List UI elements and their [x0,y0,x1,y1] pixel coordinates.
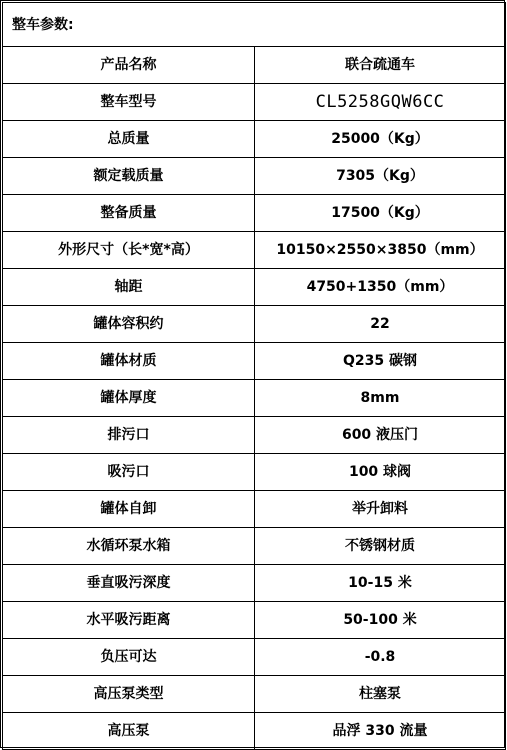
table-row [3,676,506,713]
spec-label: 罐体材质 [3,343,255,380]
table-row [3,232,506,269]
table-row [3,528,506,565]
table-row [3,602,506,639]
spec-label: 高压泵 [3,713,255,750]
table-row [3,639,506,676]
spec-value: 10-15 米 [255,565,506,602]
spec-label: 整备质量 [3,195,255,232]
spec-label: 罐体自卸 [3,491,255,528]
table-row [3,195,506,232]
spec-label: 总质量 [3,121,255,158]
spec-value: 4750+1350（mm） [255,269,506,306]
spec-value: 联合疏通车 [255,47,506,84]
table-row [3,158,506,195]
spec-value: 品浮 330 流量 [255,713,506,750]
spec-value: 50-100 米 [255,602,506,639]
spec-label: 额定载质量 [3,158,255,195]
spec-value: 25000（Kg） [255,121,506,158]
table-row [3,454,506,491]
table-row [3,269,506,306]
spec-value: 10150×2550×3850（mm） [255,232,506,269]
spec-value: 不锈钢材质 [255,528,506,565]
table-row [3,343,506,380]
table-row [3,713,506,750]
spec-value: 7305（Kg） [255,158,506,195]
spec-label: 负压可达 [3,639,255,676]
spec-value: 举升卸料 [255,491,506,528]
spec-value: 柱塞泵 [255,676,506,713]
spec-label: 排污口 [3,417,255,454]
spec-value: -0.8 [255,639,506,676]
spec-label: 罐体厚度 [3,380,255,417]
spec-value: 8mm [255,380,506,417]
table-title: 整车参数: [3,3,506,47]
spec-label: 垂直吸污深度 [3,565,255,602]
table-row [3,491,506,528]
table-row [3,121,506,158]
spec-label: 整车型号 [3,84,255,121]
table-row [3,565,506,602]
table-row [3,380,506,417]
spec-value: 100 球阀 [255,454,506,491]
spec-label: 罐体容积约 [3,306,255,343]
spec-value: 22 [255,306,506,343]
spec-value: CL5258GQW6CC [255,84,506,121]
spec-label: 外形尺寸（长*宽*高） [3,232,255,269]
spec-label: 水循环泵水箱 [3,528,255,565]
vehicle-spec-table [2,2,506,750]
table-row [3,417,506,454]
spec-label: 水平吸污距离 [3,602,255,639]
spec-value: Q235 碳钢 [255,343,506,380]
spec-label: 吸污口 [3,454,255,491]
table-title-row [3,3,506,47]
spec-value: 17500（Kg） [255,195,506,232]
spec-label: 轴距 [3,269,255,306]
table-row [3,306,506,343]
spec-label: 高压泵类型 [3,676,255,713]
table-row [3,47,506,84]
table-row [3,84,506,121]
spec-value: 600 液压门 [255,417,506,454]
spec-label: 产品名称 [3,47,255,84]
